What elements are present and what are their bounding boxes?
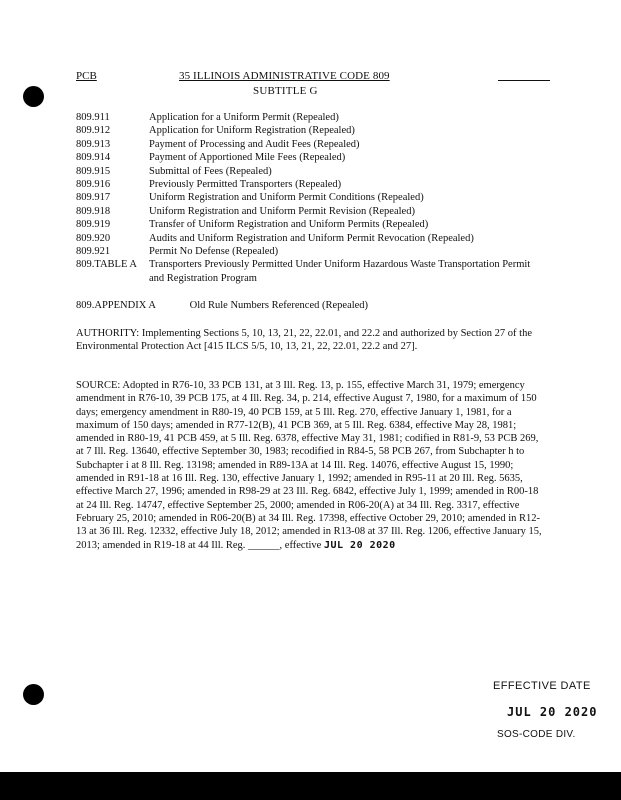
effective-date-stamp-title: EFFECTIVE DATE bbox=[493, 680, 591, 692]
scan-bottom-bar bbox=[0, 772, 621, 800]
section-list-item bbox=[76, 258, 546, 285]
section-number: 809.918 bbox=[76, 205, 111, 217]
header-agency: PCB bbox=[76, 70, 97, 82]
running-header bbox=[76, 70, 550, 84]
section-list-item bbox=[76, 191, 546, 204]
section-number: 809.919 bbox=[76, 219, 111, 231]
section-title: Transporters Previously Permitted Under Uniform Hazardous Waste Transportation Permit and Registration Program bbox=[149, 259, 531, 284]
section-title: Uniform Registration and Uniform Permit Conditions (Repealed) bbox=[149, 192, 424, 204]
section-list-item bbox=[76, 151, 546, 164]
header-rule bbox=[498, 80, 550, 81]
effective-date-stamp-date: JUL 20 2020 bbox=[507, 705, 598, 719]
section-title: Transfer of Uniform Registration and Uniform Permits (Repealed) bbox=[149, 219, 429, 231]
section-title: Audits and Uniform Registration and Uniform Permit Revocation (Repealed) bbox=[149, 232, 474, 244]
binder-hole-top bbox=[23, 86, 44, 107]
appendix-entry bbox=[76, 300, 368, 311]
section-list-item bbox=[76, 111, 546, 124]
section-number: 809.915 bbox=[76, 165, 111, 177]
section-title: Permit No Defense (Repealed) bbox=[149, 246, 279, 258]
binder-hole-bottom bbox=[23, 684, 44, 705]
header-subtitle: SUBTITLE G bbox=[253, 85, 318, 97]
section-title: Previously Permitted Transporters (Repealed) bbox=[149, 179, 342, 191]
authority-note: AUTHORITY: Implementing Sections 5, 10, 13, 21, 22, 22.01, and 22.2 and authorized by Section 27 of the Environmental Protection Act [415 ILCS 5/5, 10, 13, 21, 22, 22.01, 22.2 and 27]. bbox=[76, 328, 533, 353]
section-number: 809.916 bbox=[76, 179, 111, 191]
appendix-number: 809.APPENDIX A bbox=[76, 300, 156, 311]
section-number: 809.913 bbox=[76, 138, 111, 150]
section-list-item bbox=[76, 124, 546, 137]
section-list bbox=[76, 111, 546, 285]
appendix-title: Old Rule Numbers Referenced (Repealed) bbox=[189, 300, 369, 311]
section-title: Application for Uniform Registration (Repealed) bbox=[149, 125, 355, 137]
section-list-item bbox=[76, 218, 546, 231]
section-number: 809.920 bbox=[76, 232, 111, 244]
section-list-item bbox=[76, 138, 546, 151]
source-stamped-date: JUL 20 2020 bbox=[323, 539, 396, 551]
section-number: 809.917 bbox=[76, 192, 111, 204]
section-title: Uniform Registration and Uniform Permit Revision (Repealed) bbox=[149, 205, 415, 217]
section-number: 809.912 bbox=[76, 125, 111, 137]
source-text: SOURCE: Adopted in R76-10, 33 PCB 131, at 3 Ill. Reg. 13, p. 155, effective March 31, 1979; emergency amendment in R76-10, 39 PCB 175, at 4 Ill. Reg. 34, p. 214, effective August 7, 1980, for a maximum of 150 days; emergency amendment in R80-19, 40 PCB 159, at 5 Ill. Reg. 270, effective January 1, 1981, for a maximum of 150 days; amended in R77-12(B), 41 PCB 369, at 5 Ill. Reg. 6384, effective May 28, 1981; amended in R80-19, 41 PCB 459, at 5 Ill. Reg. 6378, effective May 31, 1981; codified in R81-9, 53 PCB 269, at 7 Ill. Reg. 13640, effective September 30, 1983; recodified in R84-5, 58 PCB 267, from Subchapter h to Subchapter i at 8 Ill. Reg. 13198; amended in R89-13A at 14 Ill. Reg. 14076, effective August 15, 1990; amended in R91-18 at 16 Ill. Reg. 130, effective January 1, 1992; amended in R95-11 at 20 Ill. Reg. 5635, effective March 27, 1996; amended in R98-29 at 23 Ill. Reg. 6842, effective July 1, 1999; amended in R00-18 at 24 Ill. Reg. 14747, effective September 25, 2000; amended in R06-20(A) at 34 Ill. Reg. 3317, effective February 25, 2010; amended in R06-20(B) at 34 Ill. Reg. 17398, effective October 29, 2010; amended in R12-13 at 36 Ill. Reg. 12332, effective July 18, 2012; amended in R13-08 at 37 Ill. Reg. 1206, effective January 15, 2013; amended in R19-18 at 44 Ill. Reg. ______, effective bbox=[76, 380, 542, 551]
section-number: 809.914 bbox=[76, 152, 111, 164]
section-title: Submittal of Fees (Repealed) bbox=[149, 165, 272, 177]
effective-date-stamp-division: SOS-CODE DIV. bbox=[497, 729, 576, 740]
section-list-item bbox=[76, 232, 546, 245]
section-title: Payment of Processing and Audit Fees (Repealed) bbox=[149, 138, 360, 150]
section-number: 809.TABLE A bbox=[76, 259, 137, 271]
section-list-item bbox=[76, 205, 546, 218]
header-code-title: 35 ILLINOIS ADMINISTRATIVE CODE 809 bbox=[179, 70, 390, 82]
section-list-item bbox=[76, 245, 546, 258]
section-number: 809.911 bbox=[76, 112, 110, 123]
section-list-item bbox=[76, 178, 546, 191]
section-number: 809.921 bbox=[76, 246, 111, 258]
source-note bbox=[76, 379, 546, 552]
section-title: Payment of Apportioned Mile Fees (Repealed) bbox=[149, 152, 346, 164]
section-title: Application for a Uniform Permit (Repealed) bbox=[149, 112, 339, 123]
section-list-item bbox=[76, 165, 546, 178]
